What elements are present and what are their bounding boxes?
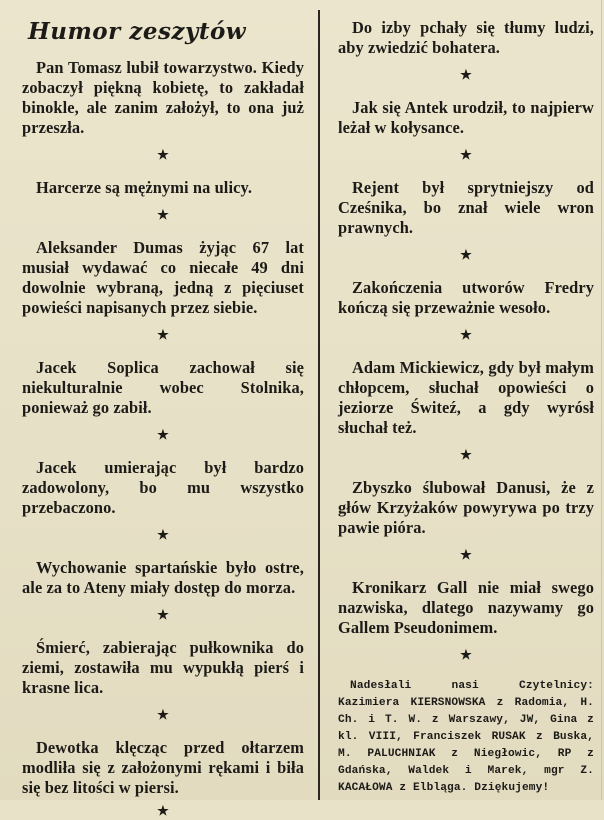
star-separator: ★: [460, 67, 472, 82]
star-separator: ★: [157, 707, 169, 722]
star-separator: ★: [157, 427, 169, 442]
left-column: [22, 18, 304, 818]
joke-paragraph: Kronikarz Gall nie miał swego nazwiska, dlatego nazywamy go Gallem Pseudonimem.: [338, 578, 594, 637]
star-separator: ★: [157, 527, 169, 542]
star-separator: ★: [460, 327, 472, 342]
joke-paragraph: Harcerze są mężnymi na ulicy.: [36, 178, 253, 197]
joke-paragraph: Zbyszko ślubował Danusi, że z głów Krzyżaków powyrywa po trzy pawie pióra.: [338, 478, 594, 537]
star-separator: ★: [460, 647, 472, 662]
joke-paragraph: Pan Tomasz lubił towarzystwo. Kiedy zobaczył piękną kobietę, to zakładał binokle, ale zanim założył, to ona już przeszła.: [22, 58, 304, 137]
star-separator: ★: [460, 547, 472, 562]
star-separator: ★: [460, 147, 472, 162]
joke-paragraph: Jacek umierając był bardzo zadowolony, bo mu wszystko przebaczono.: [22, 458, 304, 517]
joke-paragraph: Jacek Soplica zachował się niekulturalnie wobec Stolnika, ponieważ go zabił.: [22, 358, 304, 417]
joke-paragraph: Jak się Antek urodził, to najpierw leżał w kołysance.: [338, 98, 594, 137]
joke-paragraph: Rejent był sprytniejszy od Cześnika, bo znał wiele wron prawnych.: [338, 178, 594, 237]
joke-paragraph: Do izby pchały się tłumy ludzi, aby zwiedzić bohatera.: [338, 18, 594, 57]
joke-paragraph: Adam Mickiewicz, gdy był małym chłopcem, słuchał opowieści o jeziorze Świteź, a gdy wyrósł słuchał też.: [338, 358, 594, 437]
joke-paragraph: Śmierć, zabierając pułkownika do ziemi, zostawiła mu wypukłą pierś i krasne lica.: [22, 638, 304, 697]
joke-paragraph: Aleksander Dumas żyjąc 67 lat musiał wydawać co niecałe 49 dni dowolnie wybraną, jedną z pięciuset powieści napisanych przez siebie.: [22, 238, 304, 317]
column-divider: [318, 10, 320, 800]
page-edge: [601, 0, 602, 800]
joke-paragraph: Dewotka klęcząc przed ołtarzem modliła się z założonymi rękami i biła się bez litości w piersi.: [22, 738, 304, 797]
star-separator: ★: [157, 327, 169, 342]
star-separator: ★: [157, 207, 169, 222]
star-separator: ★: [157, 147, 169, 162]
reader-credits: Nadesłali nasi Czytelnicy: Kazimiera KIERSNOWSKA z Radomia, H. Ch. i T. W. z Warszawy, JW, Gina z kl. VIII, Franciszek RUSAK z Buska, M. PALUCHNIAK z Niegłowic, RP z Gdańska, Waldek i Marek, mgr Z. KACAŁOWA z Elbląga. Dziękujemy!: [338, 680, 594, 794]
joke-paragraph: Wychowanie spartańskie było ostre, ale za to Ateny miały dostęp do morza.: [22, 558, 304, 597]
right-column: [338, 18, 594, 800]
article-title: Humor zeszytów: [28, 18, 247, 45]
star-separator: ★: [460, 447, 472, 462]
star-separator: ★: [157, 803, 169, 818]
star-separator: ★: [460, 247, 472, 262]
joke-paragraph: Zakończenia utworów Fredry kończą się przeważnie wesoło.: [338, 278, 594, 317]
star-separator: ★: [157, 607, 169, 622]
